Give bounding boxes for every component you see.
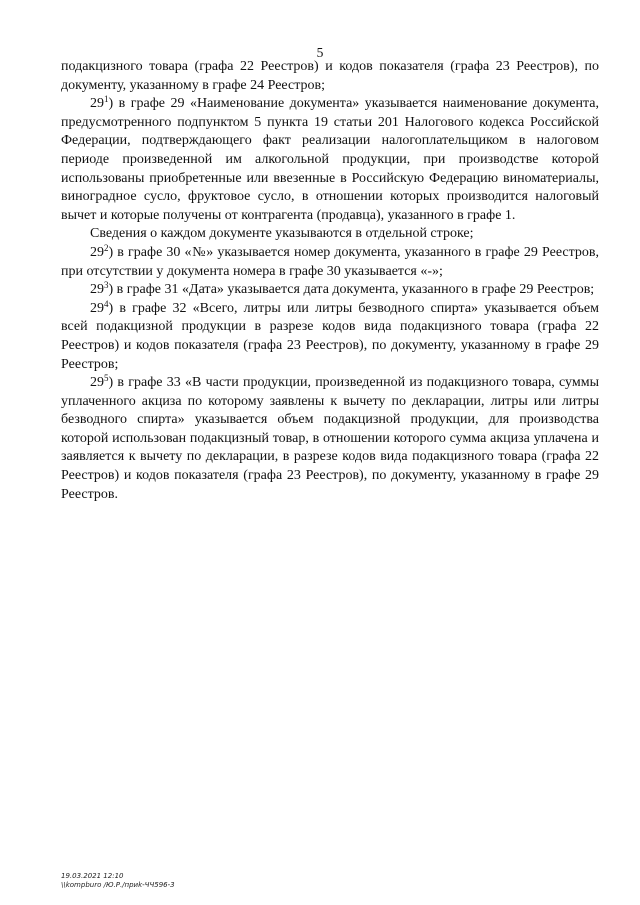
superscript-index: 3 bbox=[104, 280, 109, 291]
paragraph bbox=[61, 281, 599, 300]
paragraph-text: 29 bbox=[90, 96, 104, 112]
superscript-index: 1 bbox=[104, 94, 109, 105]
superscript-index: 5 bbox=[104, 373, 109, 384]
paragraph bbox=[61, 95, 599, 225]
footer-file-path: \\kompburo /Ю.Р./приk-ЧЧ596-3 bbox=[61, 881, 175, 889]
paragraph bbox=[61, 374, 599, 504]
footer-timestamp: 19.03.2021 12:10 bbox=[61, 872, 124, 880]
document-footer bbox=[61, 872, 175, 890]
paragraph-text: Сведения о каждом документе указываются в отдельной строке; bbox=[90, 226, 474, 242]
paragraph-text: ) в графе 32 «Всего, литры или литры безводного спирта» указывается объем всей подакцизной продукции в разрезе кодов вида подакцизного товара (графа 22 Реестров) и кодов показателя (графа 23 Реестров), по документу, указанному в графе 29 Реестров; bbox=[61, 300, 599, 372]
paragraph-text: ) в графе 31 «Дата» указывается дата документа, указанного в графе 29 Реестров; bbox=[108, 282, 595, 298]
paragraph-text: подакцизного товара (графа 22 Реестров) и кодов показателя (графа 23 Реестров), по документу, указанному в графе 24 Реестров; bbox=[61, 59, 599, 93]
paragraph bbox=[61, 300, 599, 374]
superscript-index: 2 bbox=[104, 242, 109, 253]
paragraph bbox=[61, 58, 599, 95]
superscript-index: 4 bbox=[104, 298, 109, 309]
paragraph-text: 29 bbox=[90, 375, 104, 391]
paragraph-text: 29 bbox=[90, 300, 104, 316]
paragraph-text: ) в графе 30 «№» указывается номер документа, указанного в графе 29 Реестров, при отсутствии у документа номера в графе 30 указывается «-»; bbox=[61, 244, 599, 279]
page-number: 5 bbox=[316, 45, 324, 60]
paragraph-text: 29 bbox=[90, 282, 104, 298]
paragraph-text: ) в графе 29 «Наименование документа» указывается наименование документа, предусмотренного подпунктом 5 пункта 19 статьи 201 Налогового кодекса Российской Федерации, подтверждающего факт реализации налогоплательщиком в налоговом периоде произведенной им алкогольной продукции, при производстве которой использованы приобретенные или ввезенные в Российскую Федерацию виноматериалы, виноградное сусло, фруктовое сусло, в отношении которых производится налоговый вычет и которые получены от контрагента (продавца), указанного в графе 1. bbox=[61, 96, 599, 223]
paragraph-text: ) в графе 33 «В части продукции, произведенной из подакцизного товара, суммы уплаченного акциза по которому заявлены к вычету по декларации, литры или литры безводного спирта» указывается объем подакцизной продукции, для производства которой использован подакцизный товар, в отношении которого сумма акциза уплачена и заявляется к вычету по декларации, в разрезе кодов вида подакцизного товара (графа 22 Реестров) и кодов показателя (графа 23 Реестров), по документу, указанному в графе 29 Реестров. bbox=[61, 375, 599, 502]
paragraph bbox=[61, 225, 599, 244]
paragraph bbox=[61, 244, 599, 281]
paragraph-text: 29 bbox=[90, 244, 104, 260]
document-body bbox=[61, 58, 599, 504]
